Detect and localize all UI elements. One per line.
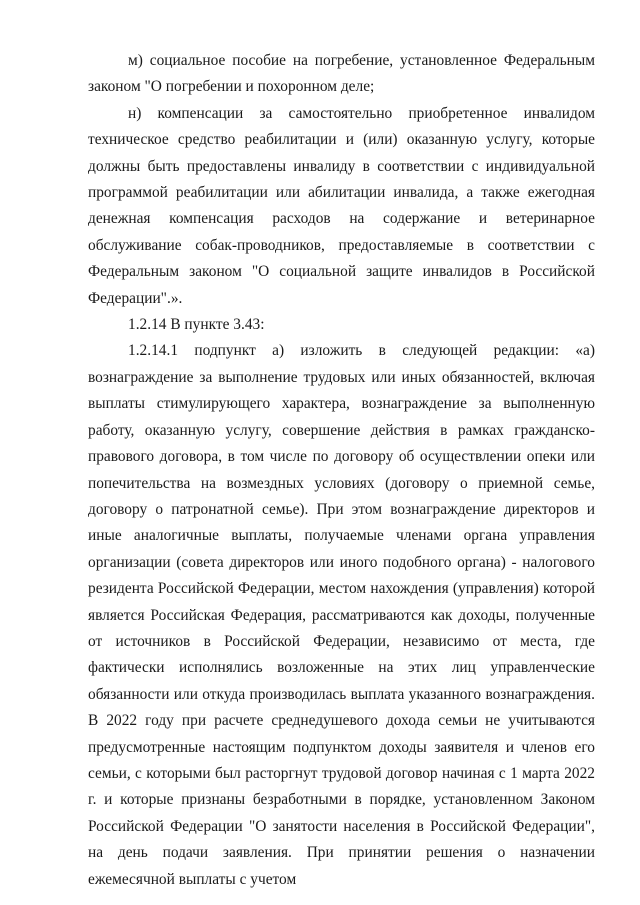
paragraph-m-burial-allowance: м) социальное пособие на погребение, установленное Федеральным законом "О погребении и похоронном деле; (88, 52, 595, 96)
paragraph-1-2-14-heading: 1.2.14 В пункте 3.43: (128, 316, 265, 334)
paragraph-n-disability-compensation: н) компенсации за самостоятельно приобретенное инвалидом техническое средство реабилитации и (или) оказанную услугу, которые должны быть предоставлены инвалиду в соответствии с индивидуальной программой реабилитации или абилитации инвалида, а также ежегодная денежная компенсация расходов на содержание и ветеринарное обслуживание собак-проводников, предоставляемые в соответствии с Федеральным законом "О социальной защите инвалидов в Российской Федерации".». (88, 104, 595, 307)
paragraph-1-2-14-1-amendment: 1.2.14.1 подпункт а) изложить в следующей редакции: «а) вознаграждение за выполнение трудовых или иных обязанностей, включая выплаты стимулирующего характера, вознаграждение за выполненную работу, оказанную услугу, совершение действия в рамках гражданско-правового договора, в том числе по договору об осуществлении опеки или попечительства на возмездных условиях (договору о приемной семье, договору о патронатной семье). При этом вознаграждение директоров и иные аналогичные выплаты, получаемые членами органа управления организации (совета директоров или иного подобного органа) - налогового резидента Российской Федерации, местом нахождения (управления) которой является Российская Федерация, рассматриваются как доходы, полученные от источников в Российской Федерации, независимо от места, где фактически исполнялись возложенные на этих лиц управленческие обязанности или откуда производилась выплата указанного вознаграждения. В 2022 году при расчете среднедушевого дохода семьи не учитываются предусмотренные настоящим подпунктом доходы заявителя и членов его семьи, с которыми был расторгнут трудовой договор начиная с 1 марта 2022 г. и которые признаны безработными в порядке, установленном Законом Российской Федерации "О занятости населения в Российской Федерации", на день подачи заявления. При принятии решения о назначении ежемесячной выплаты с учетом (88, 342, 595, 888)
document-page (88, 48, 595, 893)
